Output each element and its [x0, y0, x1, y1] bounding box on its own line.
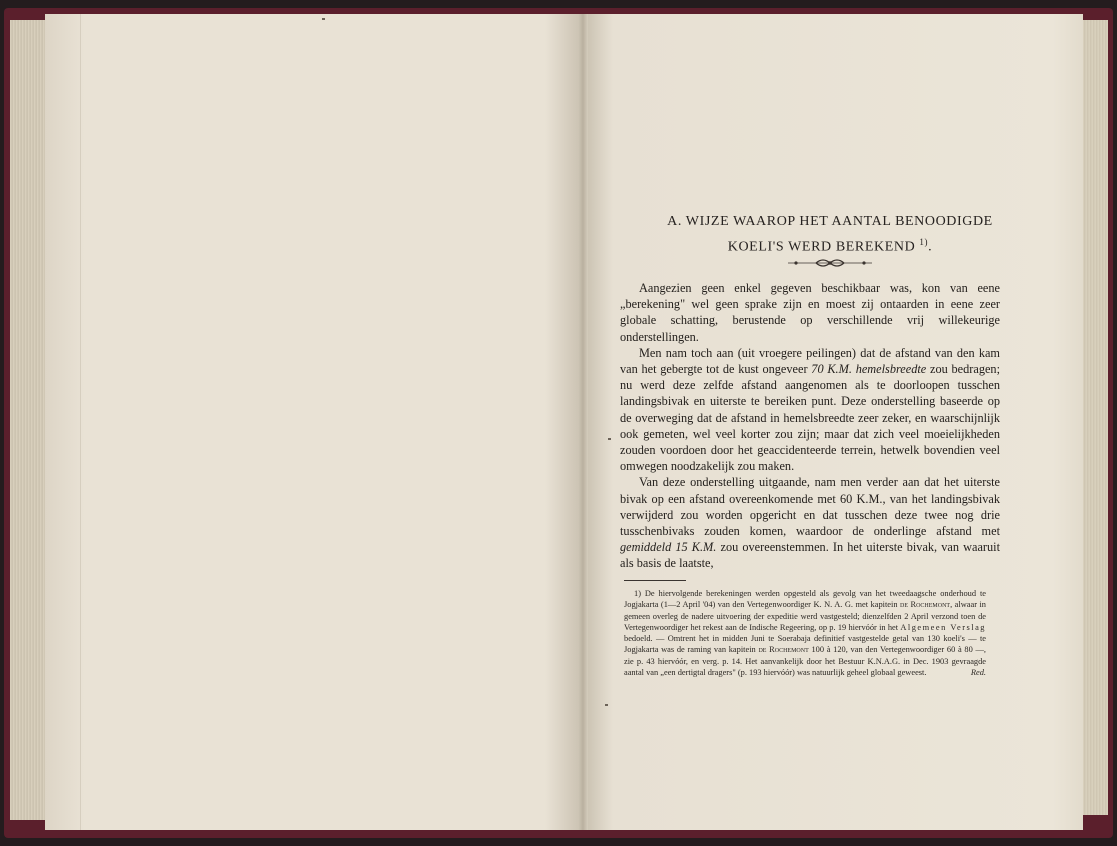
left-page-border [80, 14, 579, 830]
footnote-ref: 1) [919, 237, 929, 247]
paragraph-3-emphasis: gemiddeld 15 K.M. [620, 540, 717, 555]
paragraph-2-emphasis: 70 K.M. hemelsbreedte [811, 362, 927, 377]
footnote-signature: Red. [970, 668, 986, 678]
paragraph-2: Men nam toch aan (uit vroegere peilingen) dat de afstand van den kam van het gebergte tot de kust ongeveer 70 K.M. hemelsbreedte zou bedragen; nu werd deze zelfde afstand aangenomen als te doorloopen tusschen landingsbivak en uiterste te bereiken punt. Deze onderstelling baseerde op de overweging dat de afstand in hemelsbreedte zeer zeker, en waarschijnlijk ook gemeten, wel veel korter zou zijn; maar dat zich veel moeielijkheden zouden voordoen door het geaccidenteerde terrein, hetwelk bovendien veel omwegen noodzakelijk zou maken. [620, 345, 1001, 474]
chapter-title-line2: KOELI'S WERD BEREKEND $^{1)}$. [727, 237, 933, 255]
page-speck [605, 704, 608, 706]
footnote: 1) De hiervolgende berekeningen werden opgesteld als gevolg van het tweedaagsche onderhoud te Jogjakarta (1—2 April '04) van den Vertegenwoordiger K. N. A. G. met kapitein de Rochemont, alwaar in gemeen overleg de nadere uitvoering der expeditie werd vastgesteld; dienzelfden 2 April verzond toen de Vertegenwoordiger het rekest aan de Indische Regeering, op p. 19 hiervóór in het Algemeen Verslag bedoeld. — Omtrent het in midden Juni te Soerabaja definitief vastgestelde getal van 130 koeli's — te Jogjakarta was de raming van kapitein de Rochemont 100 à 120, van den Vertegenwoordiger 60 à 80 —, zie p. 43 hiervóór, en verg. p. 14. Het aanvankelijk door het Bestuur K.N.A.G. in Dec. 1903 gevraagde aantal van „een dertigtal dragers" (p. 193 hiervóór) was natuurlijk geheel globaal geweest. Red. [624, 589, 986, 678]
page-speck [322, 18, 325, 20]
page-edges-left [10, 20, 50, 820]
chapter-title [600, 212, 1060, 258]
footnote-rule [624, 580, 686, 581]
ornament-divider [760, 256, 900, 270]
book-gutter [578, 14, 588, 830]
chapter-title-line1: A. WIJZE WAAROP HET AANTAL BENOODIGDE [667, 214, 993, 229]
paragraph-3: Van deze onderstelling uitgaande, nam men verder aan dat het uiterste bivak op een afstand overeenkomende met 60 K.M., van het landingsbivak verwijderd zou worden opgericht en dat tusschen deze twee nog drie tusschenbivaks zouden komen, waardoor de onderlinge afstand met gemiddeld 15 K.M. zou overeenstemmen. In het uiterste bivak, van waaruit als basis de laatste, [620, 475, 1001, 571]
body-text [620, 280, 1000, 572]
paragraph-1: Aangezien geen enkel gegeven beschikbaar was, kon van eene „berekening" wel geen sprake zijn en moest zij ontaarden in eene zeer globale schatting, berustende op verschillende vrij willekeurige onderstellingen. [620, 281, 1000, 344]
page-speck [608, 438, 611, 440]
